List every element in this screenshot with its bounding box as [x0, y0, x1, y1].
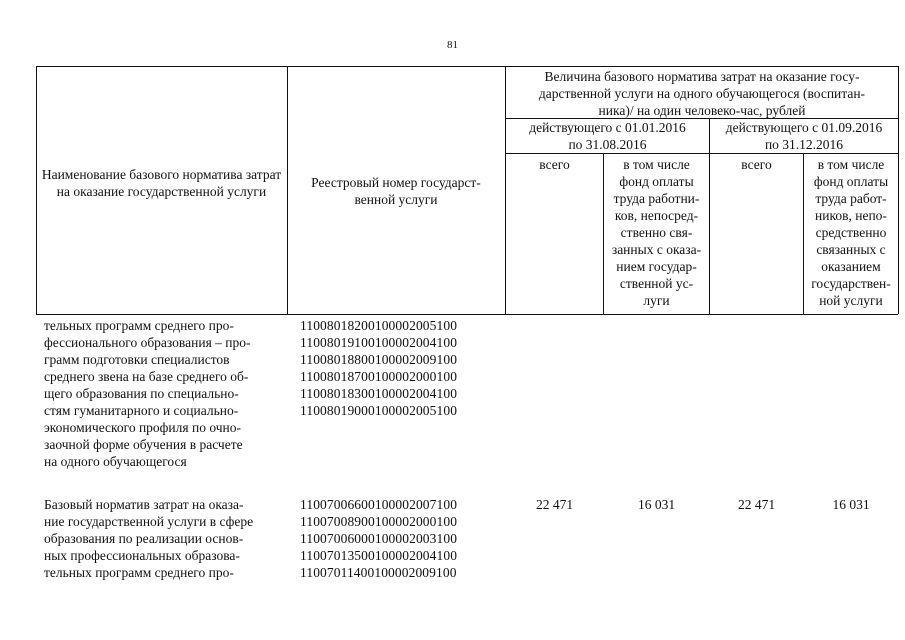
row-name-line: образования по реализации основ- [44, 531, 244, 546]
header-including-line: связанных с [816, 242, 886, 257]
header-including-line: занных с оказа- [611, 242, 702, 257]
period-1-line: по 31.08.2016 [568, 137, 647, 152]
registry-code: 11007006000100002003100 [300, 531, 458, 546]
header-including-line: нием государ- [616, 259, 697, 274]
header-including-line: труда работни- [613, 191, 700, 206]
row2-name [44, 496, 284, 581]
table-top-border [36, 66, 898, 67]
header-period-2 [710, 119, 898, 153]
header-including-line: луги [643, 293, 670, 308]
row-name-line: фессионального образования – про- [44, 335, 251, 350]
header-period-1 [506, 119, 709, 153]
header-bottom-border [36, 314, 898, 315]
row-name-line: заочной форме обучения в расчете [44, 437, 243, 452]
row1-name [44, 317, 284, 470]
row-name-line: тельных программ среднего про- [44, 565, 234, 580]
header-total-1: всего [539, 157, 570, 172]
header-including-2 [804, 156, 898, 309]
row-name-line: стям гуманитарного и социально- [44, 403, 239, 418]
row2-including-1: 16 031 [637, 497, 676, 512]
registry-code: 11008019100100002004100 [300, 335, 458, 350]
registry-code: 11007013500100002004100 [300, 548, 458, 563]
row2-registry-codes [300, 496, 500, 581]
header-including-line: ной услуги [819, 293, 883, 308]
registry-code: 11007011400100002009100 [300, 565, 457, 580]
registry-code: 11008018700100002000100 [300, 369, 458, 384]
table-left-border [36, 66, 37, 314]
row2-total-1: 22 471 [535, 497, 574, 512]
period-2-line: по 31.12.2016 [764, 137, 844, 152]
row-name-line: ных профессиональных образова- [44, 548, 240, 563]
period-1-line: действующего с 01.01.2016 [529, 120, 686, 135]
row2-including-2: 16 031 [832, 497, 870, 512]
header-including-line: фонд оплаты [813, 174, 889, 189]
header-including-line: государствен- [811, 276, 891, 291]
header-including-line: труда работ- [815, 191, 887, 206]
header-including-line: в том числе [623, 157, 690, 172]
header-including-1 [604, 156, 709, 309]
row2-total-2: 22 471 [737, 497, 776, 512]
header-including-line: в том числе [817, 157, 885, 172]
registry-code: 11008018200100002005100 [300, 318, 458, 333]
header-value-line: Величина базового норматива затрат на оказание госу- [544, 69, 860, 84]
row-name-line: экономического профиля по очно- [44, 420, 241, 435]
registry-code: 11007006600100002007100 [300, 497, 458, 512]
header-total-2: всего [741, 157, 772, 172]
header-value-line: ника)/ на один человеко-час, рублей [598, 103, 806, 118]
row1-registry-codes [300, 317, 500, 419]
row-name-line: грамм подготовки специалистов [44, 352, 230, 367]
header-including-line: ников, непо- [815, 208, 887, 223]
registry-code: 11008018800100002009100 [300, 352, 458, 367]
row-name-line: тельных программ среднего про- [44, 318, 234, 333]
registry-code: 11008019000100002005100 [300, 403, 458, 418]
header-value-line: дарственной услуги на одного обучающегося (воспитан- [538, 86, 866, 101]
header-name-column: Наименование базового норматива затрат на оказание государственной услуги [41, 167, 282, 199]
header-including-line: фонд оплаты [619, 174, 694, 189]
row-name-line: Базовый норматив затрат на оказа- [44, 497, 244, 512]
header-registry-column: Реестровый номер государст-венной услуги [311, 175, 481, 207]
row-name-line: щего образования по специально- [44, 386, 239, 401]
row-name-line: среднего звена на базе среднего об- [44, 369, 249, 384]
row-name-line: на одного обучающегося [44, 454, 187, 469]
header-value-title [506, 68, 898, 119]
header-including-line: ственной ус- [619, 276, 694, 291]
header-including-line: ственно свя- [620, 225, 693, 240]
header-divider-period [505, 153, 898, 154]
table-right-border [898, 66, 899, 314]
header-including-line: средственно [815, 225, 887, 240]
period-2-line: действующего с 01.09.2016 [725, 120, 883, 135]
header-including-line: ков, непосред- [614, 208, 699, 223]
header-including-line: оказанием [821, 259, 881, 274]
page-number: 81 [447, 39, 458, 51]
col-divider-1 [287, 66, 288, 314]
registry-code: 11008018300100002004100 [300, 386, 458, 401]
row-name-line: ние государственной услуги в сфере [44, 514, 254, 529]
registry-code: 11007008900100002000100 [300, 514, 458, 529]
